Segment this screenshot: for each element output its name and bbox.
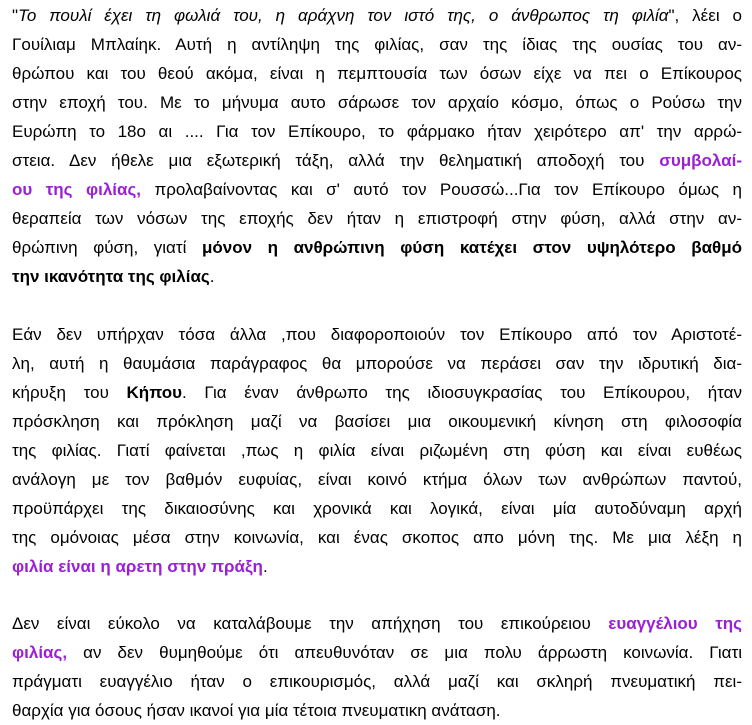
p1-line-9 bbox=[12, 234, 742, 262]
p1-line-10-text: . bbox=[209, 267, 215, 286]
p2-line-7: προϋπάρχει της δικαιοσύνης και χρονικά και λογικά, είναι μία αυτοδύναμη αρχή bbox=[12, 499, 742, 518]
p2-line-3 bbox=[12, 379, 742, 407]
p1-line-8: θεραπεία των νόσων της εποχής δεν ήταν η επιστροφή στην φύση, αλλά στην αν- bbox=[12, 209, 742, 228]
p1-line-10 bbox=[12, 263, 742, 291]
p2-line-6: ανάλογη με τον βαθμόν ευφυίας, είναι κοινό κτήμα όλων των ανθρώπων παντού, bbox=[12, 470, 742, 489]
quote-mark: " bbox=[12, 6, 19, 25]
p1-line-4: στην εποχή του. Με το μήνυμα αυτο σάρωσε τον αρχαίο κόσμο, όπως ο Ρούσω την bbox=[12, 93, 742, 112]
highlight-gospel-of-friendship-end: φιλίας, bbox=[12, 643, 68, 662]
p2-line-9-text: . bbox=[262, 557, 268, 576]
blake-quote: Το πουλί έχει τη φωλιά του, η αράχνη τον ιστό της, ο άνθρωπος τη φιλία bbox=[18, 6, 669, 25]
p1-line-7 bbox=[12, 176, 742, 204]
p1-line-3: θρώπου και του θεού ακόμα, είναι η πεμπτουσία των όσων είχε να πει ο Επίκουρος bbox=[12, 64, 742, 83]
p2-line-2: λη, αυτή η θαυμάσια παράγραφος θα μπορούσε να περάσει σαν την ιδρυτική δια- bbox=[12, 354, 742, 373]
p2-line-5: της φιλίας. Γιατί φαίνεται ,πως η φιλία είναι ριζωμένη στη φύση και είναι ευθέως bbox=[12, 441, 742, 460]
p2-line-3-rest: . Για έναν άνθρωπο της ιδιοσυγκρασίας του Επίκουρου, ήταν bbox=[182, 383, 742, 402]
p1-line-1 bbox=[12, 2, 742, 30]
p1-line-1-rest: ", λέει ο bbox=[668, 6, 743, 25]
p3-line-2 bbox=[12, 639, 742, 667]
p1-line-6 bbox=[12, 147, 742, 175]
bold-human-nature: μόνον η ανθρώπινη φύση κατέχει στον υψηλότερο βαθμό bbox=[201, 238, 743, 257]
p1-line-9-text: θρώπινη φύση, γιατί bbox=[12, 238, 202, 257]
p3-line-3: πράγματι ευαγγέλιο ήταν ο επικουρισμός, αλλά μαζί και σκληρή πνευματική πει- bbox=[12, 672, 742, 691]
highlight-friendship-virtue: φιλία είναι η αρετη στην πράξη bbox=[12, 557, 263, 576]
highlight-gospel-of-friendship: ευαγγέλιου της bbox=[608, 614, 743, 633]
bold-capacity-for-friendship: την ικανότητα της φιλίας bbox=[12, 267, 210, 286]
p3-line-2-text: αν δεν θυμηθούμε ότι απευθυνόταν σε μια πολυ άρρωστη κοινωνία. Γιατι bbox=[67, 643, 742, 662]
p2-line-4: πρόσκληση και πρόκληση μαζί να βασίσει μια οικουμενική κίνηση στη φιλοσοφία bbox=[12, 412, 742, 431]
p3-line-1-text: Δεν είναι εύκολο να καταλάβουμε την απήχηση του επικούρειου bbox=[12, 614, 609, 633]
p1-line-7-text: προλαβαίνοντας και σ' αυτό τον Ρουσσώ...Για τον Επίκουρο όμως η bbox=[141, 180, 742, 199]
p2-line-3-text: κήρυξη του bbox=[12, 383, 127, 402]
bold-garden: Κήπου bbox=[126, 383, 183, 402]
highlight-contract-of-friendship-end: ου της φιλίας, bbox=[12, 180, 142, 199]
p1-line-5: Ευρώπη το 18ο αι .... Για τον Επίκουρο, το φάρμακο ήταν χειρότερο απ' την αρρώ- bbox=[12, 122, 742, 141]
p3-line-4: θαρχία για όσους ήσαν ικανοί για μία τέτοια πνευματικη ανάταση. bbox=[12, 701, 501, 720]
highlight-contract-of-friendship: συμβολαί- bbox=[659, 151, 742, 170]
p2-line-8: της ομόνοιας μέσα στην κοινωνία, και ένας σκοπος απο μόνη της. Με μια λέξη η bbox=[12, 528, 742, 547]
p2-line-9 bbox=[12, 553, 742, 581]
p1-line-2: Γουίλιαμ Μπλαίηκ. Αυτή η αντίληψη της φιλίας, σαν της ίδιας της ουσίας του αν- bbox=[12, 35, 742, 54]
p1-line-6-text: στεια. Δεν ήθελε μια εξωτερική τάξη, αλλά την θεληματική αποδοχή του bbox=[12, 151, 660, 170]
p2-line-1: Εάν δεν υπήρχαν τόσα άλλα ,που διαφοροποιούν τον Επίκουρο από τον Αριστοτέ- bbox=[12, 325, 742, 344]
p3-line-1 bbox=[12, 610, 742, 638]
